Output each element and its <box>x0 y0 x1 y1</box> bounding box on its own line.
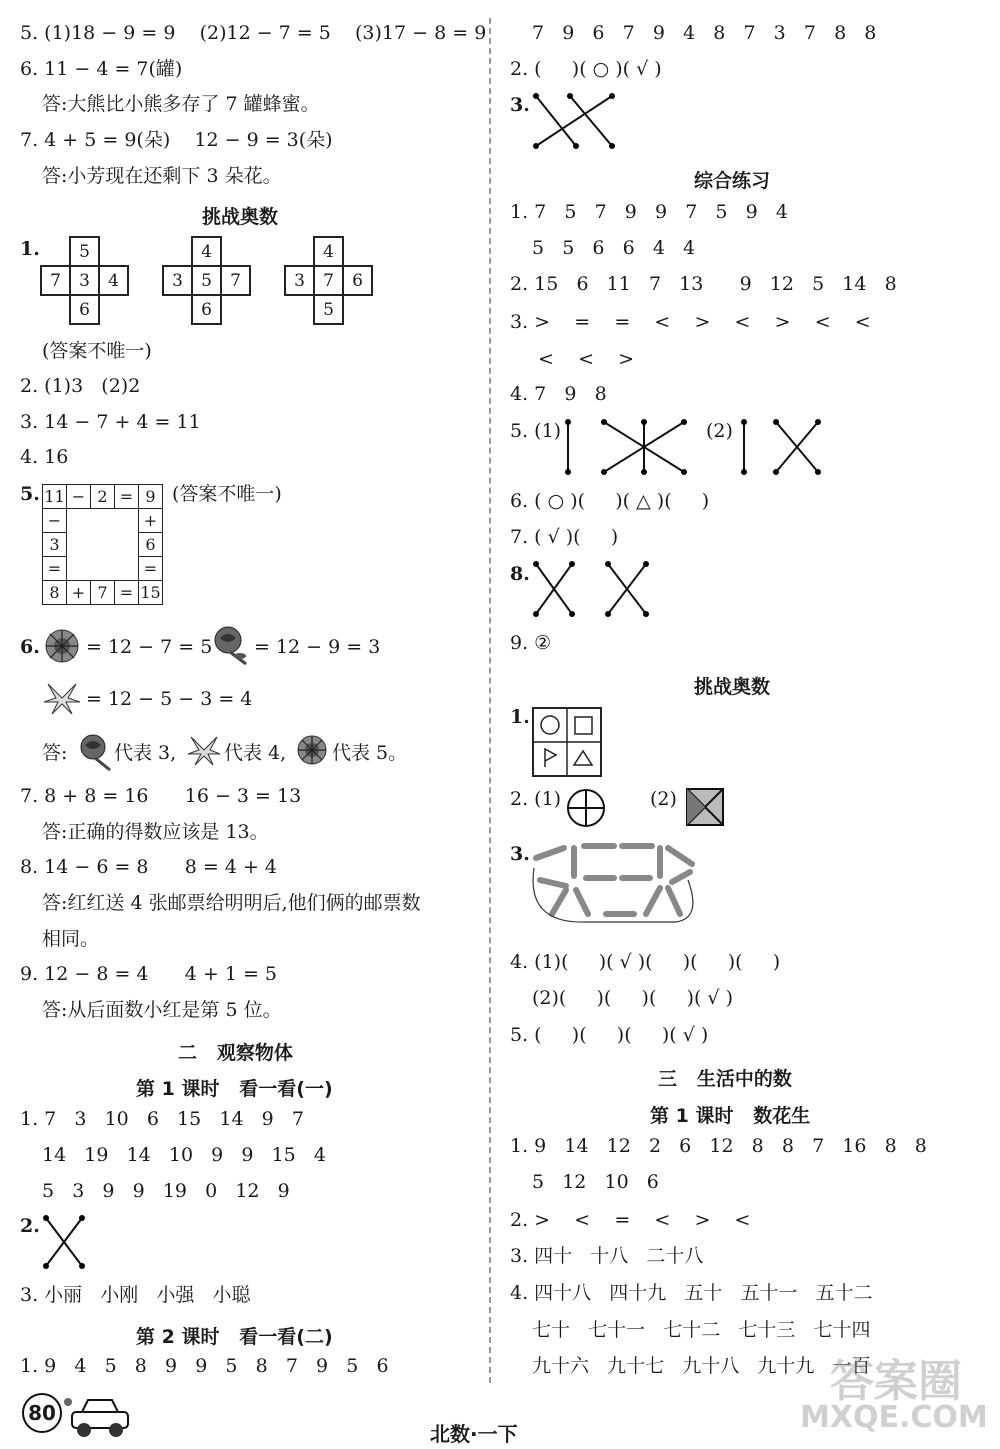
answer-line: 14 19 14 10 9 9 15 4 <box>42 1144 326 1166</box>
answer-line: 2. 15 6 11 7 13 9 12 5 14 8 <box>510 273 897 295</box>
question-number: 8. <box>510 563 530 585</box>
section-heading: 挑战奥数 <box>694 676 771 698</box>
answer-line: 8. 14 − 6 = 8 8 = 4 + 4 <box>20 856 278 878</box>
answer-line: 答:大熊比小熊多存了 7 罐蜂蜜。 <box>42 93 320 115</box>
answer-line: 5 3 9 9 19 0 12 9 <box>42 1180 290 1202</box>
square-x-icon <box>686 788 724 826</box>
answer-note: (答案不唯一) <box>172 483 282 505</box>
question-number: 5. <box>20 483 40 505</box>
matching-lines <box>532 562 652 618</box>
circle-cross-icon <box>566 788 606 828</box>
answer-line: 3. 四十 十八 二十八 <box>510 1245 704 1267</box>
equation: = 12 − 9 = 3 <box>254 636 381 658</box>
question-number: 1. <box>510 706 530 728</box>
answer-line: 相同。 <box>42 928 100 950</box>
answer-line: 7. ( √ )( ) <box>510 526 619 548</box>
shape-grid <box>532 707 602 777</box>
matchstick-puzzle <box>526 838 702 926</box>
answer-line: 3. 14 − 7 + 4 = 11 <box>20 411 201 433</box>
matching-lines <box>532 92 616 150</box>
matching-lines <box>740 420 824 476</box>
answer-line: 2. (1) <box>510 788 562 810</box>
page-number: 80 <box>22 1393 62 1433</box>
answer-line: 答:红红送 4 张邮票给明明后,他们俩的邮票数 <box>42 892 421 914</box>
answer-line: 1. 7 5 7 9 9 7 5 9 4 <box>510 201 788 223</box>
answer-line: (2) <box>706 420 733 442</box>
chapter-heading: 三 生活中的数 <box>658 1068 792 1090</box>
chrysanthemum-icon <box>42 626 82 666</box>
question-number: 3. <box>510 843 530 865</box>
chrysanthemum-icon <box>294 732 330 770</box>
answer-line: 7. 4 + 5 = 9(朵) 12 − 9 = 3(朵) <box>20 129 333 151</box>
answer-line: 七十 七十一 七十二 七十三 七十四 <box>532 1319 871 1341</box>
lily-icon <box>186 732 222 770</box>
rose-icon <box>76 732 112 772</box>
answer-text: 代表 3, <box>114 742 177 764</box>
answer-line: 1. 9 14 12 2 6 12 8 8 7 16 8 8 <box>510 1135 927 1157</box>
matching-lines <box>42 1214 86 1270</box>
answer-line: 九十六 九十七 九十八 九十九 一百 <box>532 1355 871 1377</box>
watermark-logo: 答案圈 <box>830 1356 962 1407</box>
question-number: 3. <box>510 94 530 116</box>
answer-line: < < > <box>538 348 635 370</box>
answer-line: 4. (1)( )( √ )( )( )( ) <box>510 951 781 973</box>
answer-line: 9. ② <box>510 632 552 654</box>
question-number: 2. <box>20 1215 40 1237</box>
column-divider <box>489 18 491 1383</box>
answer-line: 答:小芳现在还剩下 3 朵花。 <box>42 165 282 187</box>
answer-text: 代表 4, <box>224 742 287 764</box>
answer-line: 2. ( )( ○ )( √ ) <box>510 58 662 80</box>
equation: = 12 − 7 = 5 <box>86 636 213 658</box>
lily-icon <box>42 678 82 718</box>
answer-line: 答:正确的得数应该是 13。 <box>42 821 269 843</box>
section-heading: 挑战奥数 <box>202 206 279 228</box>
answer-line: 2. (1)3 (2)2 <box>20 375 141 397</box>
answer-line: (2) <box>650 788 677 810</box>
answer-line: 1. 9 4 5 8 9 9 5 8 7 9 5 6 <box>20 1355 389 1377</box>
answer-line: 5. (1) <box>510 420 562 442</box>
chapter-heading: 二 观察物体 <box>178 1042 293 1064</box>
section-heading: 综合练习 <box>694 170 771 192</box>
cross-puzzle-3: 4 3 7 6 5 <box>284 236 373 325</box>
answer-line: 2. > < = < > < <box>510 1209 751 1231</box>
book-title: 北数·一下 <box>430 1422 518 1446</box>
watermark-url: MXQE.COM <box>800 1400 988 1435</box>
answer-line: (答案不唯一) <box>42 340 152 362</box>
lesson-heading: 第 2 课时 看一看(二) <box>136 1326 333 1348</box>
question-number: 6. <box>20 636 40 658</box>
square-puzzle: 11 − 2 = 9 − + 3 6 = = 8 + 7 = 15 <box>42 484 163 605</box>
answer-line: (2)( )( )( )( √ ) <box>532 987 733 1009</box>
answer-line: 3. > = = < > < > < < <box>510 311 871 333</box>
car-icon <box>64 1396 134 1440</box>
lesson-heading: 第 1 课时 数花生 <box>650 1105 811 1127</box>
answer-line: 9. 12 − 8 = 4 4 + 1 = 5 <box>20 963 278 985</box>
answer-line: 7 9 6 7 9 4 8 7 3 7 8 8 <box>532 22 877 44</box>
answer-line: 4. 7 9 8 <box>510 383 607 405</box>
matching-lines <box>564 420 688 476</box>
answer-line: 5. ( )( )( )( √ ) <box>510 1024 709 1046</box>
answer-line: 6. ( ○ )( )( △ )( ) <box>510 490 710 512</box>
question-number: 1. <box>20 238 40 260</box>
answer-line: 5 12 10 6 <box>532 1171 659 1193</box>
answer-line: 1. 7 3 10 6 15 14 9 7 <box>20 1108 304 1130</box>
cross-puzzle-2: 4 3 5 7 6 <box>162 236 251 325</box>
answer-line: 4. 16 <box>20 446 69 468</box>
equation: = 12 − 5 − 3 = 4 <box>86 688 253 710</box>
answer-text: 代表 5。 <box>332 742 408 764</box>
answer-label: 答: <box>42 742 68 764</box>
lesson-heading: 第 1 课时 看一看(一) <box>136 1078 333 1100</box>
answer-line: 5. (1)18 − 9 = 9 (2)12 − 7 = 5 (3)17 − 8 = 9 <box>20 22 487 44</box>
answer-line: 4. 四十八 四十九 五十 五十一 五十二 <box>510 1282 873 1304</box>
answer-line: 6. 11 − 4 = 7(罐) <box>20 58 183 80</box>
answer-line: 7. 8 + 8 = 16 16 − 3 = 13 <box>20 785 302 807</box>
cross-puzzle-1: 5 7 3 4 6 <box>40 236 129 325</box>
answer-line: 5 5 6 6 4 4 <box>532 237 696 259</box>
rose-icon <box>210 624 250 666</box>
answer-line: 3. 小丽 小刚 小强 小聪 <box>20 1284 251 1306</box>
answer-line: 答:从后面数小红是第 5 位。 <box>42 999 282 1021</box>
